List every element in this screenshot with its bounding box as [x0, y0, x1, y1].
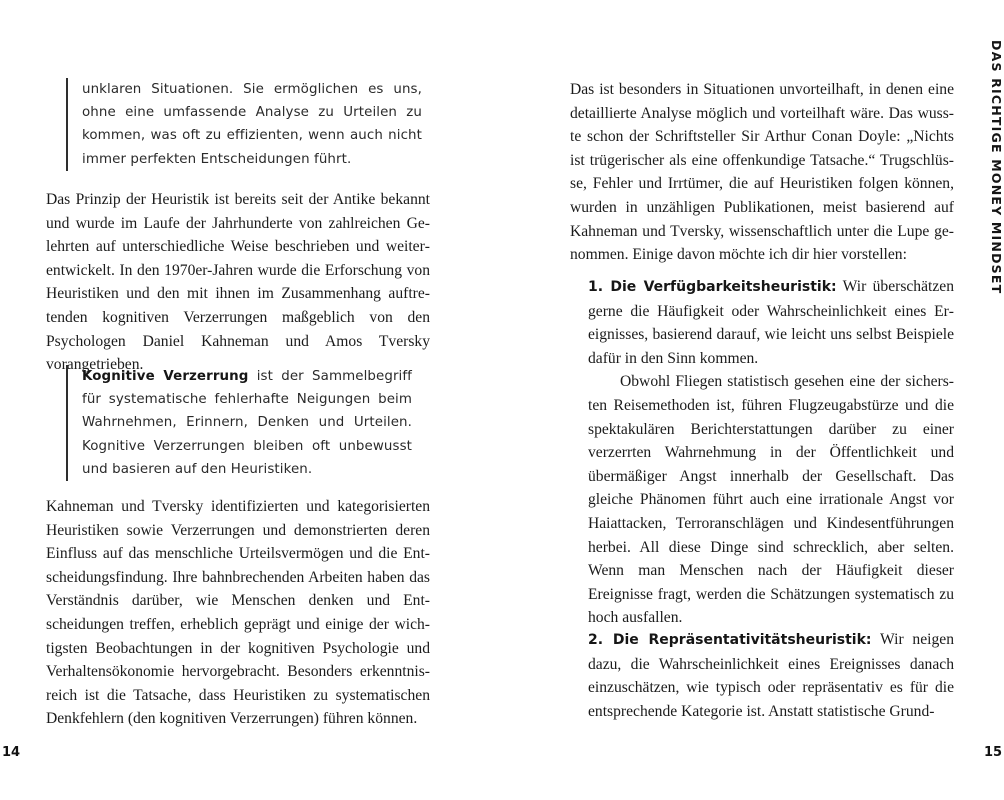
- list-item-2-heading: 2. Die Repräsentativitätsheuristik:: [588, 632, 872, 648]
- list-item-2-body: Wir neigen dazu, die Wahrscheinlichkeit eines Ereignisses danach einzuschätzen, wie typisch oder repräsentativ es für die entsprechende Kategorie ist. Anstatt statistische Grund-: [588, 631, 954, 720]
- paragraph-heuristics-history: Das Prinzip der Heuristik ist bereits seit der Antike bekannt und wurde im Laufe der Jahrhunderte von zahlreichen Gelehrten auf unterschiedliche Weise beschrieben und weiterentwickelt. In den 1970er-Jahren wurde die Erforschung von Heuristiken und den mit ihnen im Zusammenhang auftretenden kognitiven Verzerrungen maßgeblich von den Psychologen Daniel Kahneman und Amos Tversky vorangetrieben.: [46, 191, 430, 374]
- page-number-left: 14: [2, 745, 21, 760]
- list-item-representativeness-heuristic: [588, 628, 954, 723]
- definition-body: ist der Sammelbegriff für systematische fehlerhafte Neigungen beim Wahrnehmen, Erinnern, Denken und Urteilen. Kognitive Verzerrungen bleiben oft unbewusst und basieren auf den Heuristiken.: [82, 369, 412, 477]
- quote-top-text: unklaren Situationen. Sie ermöglichen es uns, ohne eine umfassende Analyse zu Urteilen zu kommen, was oft zu effizienten, wenn auch nicht immer perfekten Entscheidungen führt.: [82, 82, 422, 167]
- list-item-2-text: [588, 628, 954, 723]
- list-item-1-heading: 1. Die Verfügbarkeitsheuristik:: [588, 279, 837, 295]
- definition-term: Kognitive Verzerrung: [82, 369, 249, 384]
- page-number-right: 15: [984, 745, 1003, 760]
- running-header: DAS RICHTIGE MONEY MINDSET: [989, 40, 1004, 295]
- list-item-1-text: [588, 275, 954, 370]
- list-item-1-example: Obwohl Fliegen statistisch gesehen eine der sichersten Reisemethoden ist, führen Flugzeugabstürze und die spektakulären Berichterstattungen darüber zu einer verzerrten Wahrnehmung in der Öffentlichkeit und übermäßiger Angst innerhalb der Gesellschaft. Das gleiche Phänomen führt auch eine irrationale Angst vor Haiattacken, Terroranschlägen und Kindesentführungen herbei. All diese Dinge sind schrecklich, aber selten. Wenn man Menschen nach der Häufigkeit dieser Ereignisse fragt, werden die Schätzungen systematisch zu hoch ausfallen.: [588, 373, 954, 627]
- paragraph-conan-doyle: Das ist besonders in Situationen unvorteilhaft, in denen eine detaillierte Analyse möglich und vorteilhaft wäre. Das wusste schon der Schriftsteller Sir Arthur Conan Doyle: „Nichts ist trügerischer als eine offenkundige Tatsache.“ Trugschlüsse, Fehler und Irrtümer, die auf Heuristiken folgen können, wurden in unzähligen Publikationen, meist basierend auf Kahneman und Tversky, wissenschaftlich unter die Lupe genommen. Einige davon möchte ich dir hier vorstellen:: [570, 81, 954, 264]
- paragraph-kahneman-tversky: Kahneman und Tversky identifizierten und kategorisierten Heuristiken sowie Verzerrungen und demonstrierten deren Einfluss auf das menschliche Urteilsvermögen und die Entscheidungsfindung. Ihre bahnbrechenden Arbeiten haben das Verständnis darüber, wie Menschen denken und Entscheidungen treffen, erheblich geprägt und einige der wichtigsten Beobachtungen in der kognitiven Psychologie und Verhaltensökonomie hervorgebracht. Besonders erkenntnisreich ist die Tatsache, dass Heuristiken zu systematischen Denkfehlern (den kognitiven Verzerrungen) führen können.: [46, 498, 430, 728]
- list-item-availability-heuristic: [588, 275, 954, 630]
- list-item-1-body: Wir überschätzen gerne die Häufigkeit oder Wahrscheinlichkeit eines Ereignisses, basierend darauf, wie leicht uns selbst Beispiele dafür in den Sinn kommen.: [588, 278, 954, 367]
